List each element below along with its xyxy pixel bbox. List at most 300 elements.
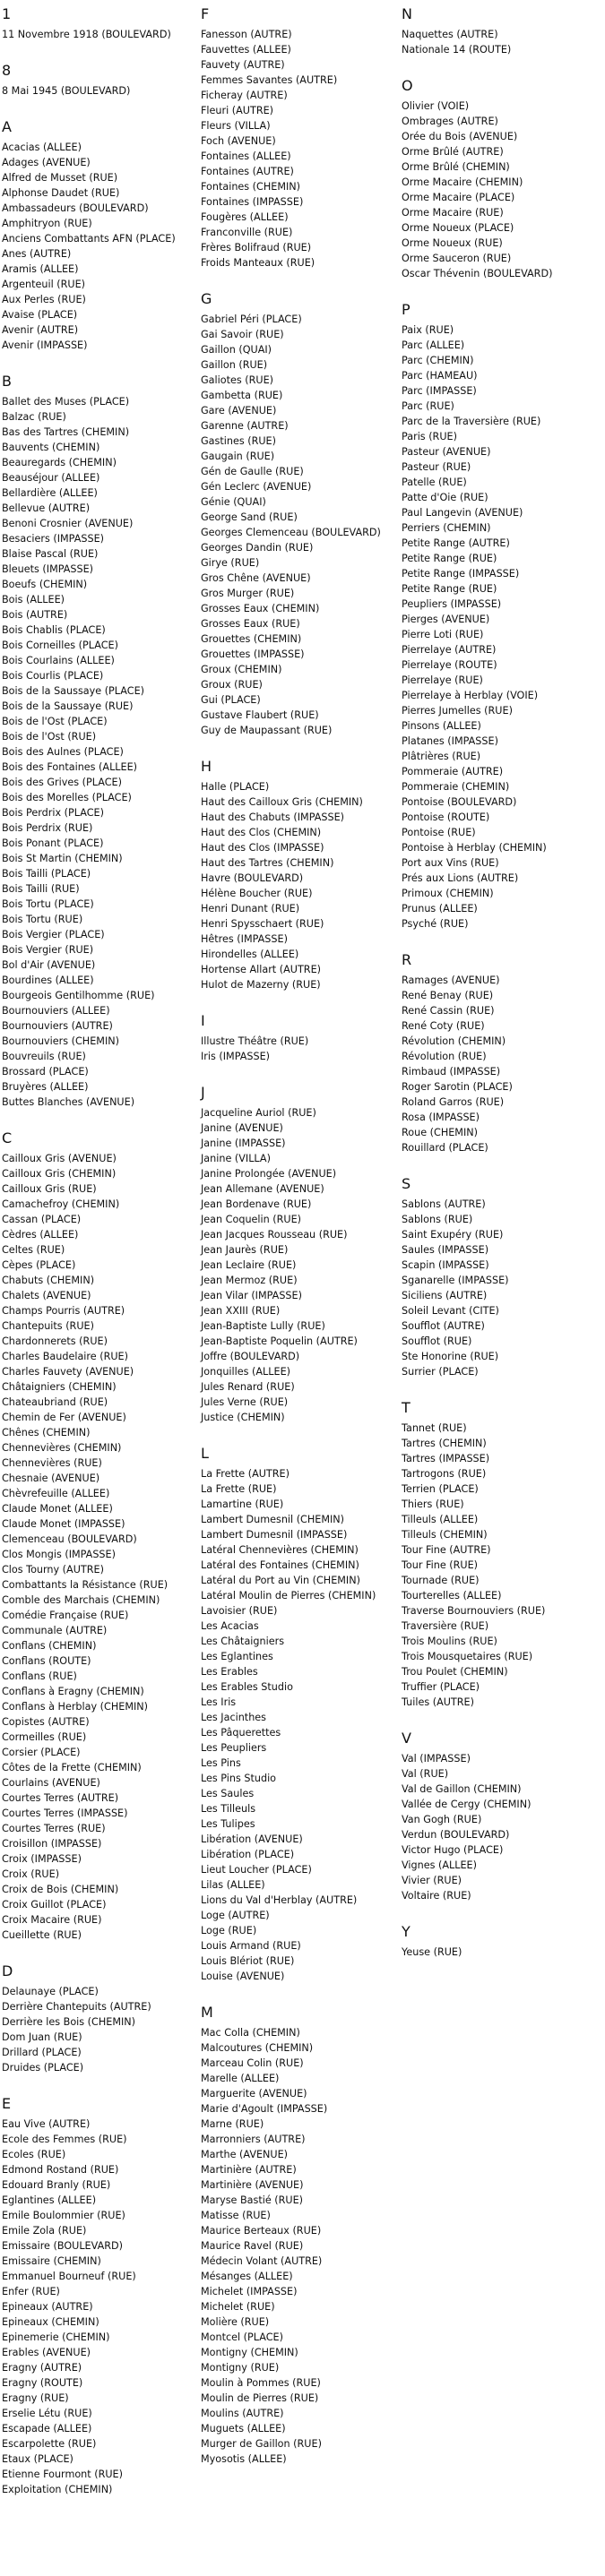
street-item: Bournouviers (CHEMIN) [2, 1035, 119, 1047]
street-item: Pierrelaye (RUE) [402, 674, 483, 686]
street-item: Bournouviers (ALLEE) [2, 1005, 110, 1017]
street-item: Conflans (CHEMIN) [2, 1640, 97, 1652]
letter-group [2, 1962, 201, 2075]
street-item: Beauregards (CHEMIN) [2, 457, 117, 468]
street-item: Jacqueline Auriol (RUE) [201, 1107, 316, 1119]
section-letter-heading: T [402, 1399, 411, 1416]
street-item: Ecoles (RUE) [2, 2149, 66, 2160]
street-item: Traverse Bournouviers (RUE) [402, 1605, 546, 1617]
street-item: Erselie Létu (RUE) [2, 2408, 92, 2419]
street-item: Bois Courlis (PLACE) [2, 670, 104, 682]
street-item: Eglantines (ALLEE) [2, 2194, 97, 2206]
street-item: Les Acacias [201, 1620, 259, 1632]
street-item: Loge (AUTRE) [201, 1910, 270, 1921]
street-item: Maryse Bastié (RUE) [201, 2194, 304, 2206]
street-item: Martinière (AVENUE) [201, 2179, 304, 2191]
street-item: Boeufs (CHEMIN) [2, 579, 88, 590]
street-item: Malcoutures (CHEMIN) [201, 2042, 314, 2054]
street-item: Moulins (AUTRE) [201, 2408, 284, 2419]
street-item: Les Pâquerettes [201, 1727, 281, 1739]
street-item: Bois des Aulnes (PLACE) [2, 746, 124, 758]
street-item: Fontaines (IMPASSE) [201, 196, 304, 208]
street-item: Bois Courlains (ALLEE) [2, 655, 115, 666]
letter-group [402, 1730, 601, 1903]
street-item: Marne (RUE) [201, 2118, 264, 2130]
street-item: Petite Range (RUE) [402, 583, 497, 595]
street-item: Benoni Crosnier (AVENUE) [2, 518, 134, 529]
street-item: Croix Macaire (RUE) [2, 1914, 102, 1926]
street-item: Bois Vergier (RUE) [2, 944, 94, 956]
street-item: Fanesson (AUTRE) [201, 29, 292, 40]
street-item: Garenne (AUTRE) [201, 420, 289, 432]
street-item: Jean Jaurès (RUE) [201, 1244, 289, 1256]
street-item: Buttes Blanches (AVENUE) [2, 1096, 135, 1108]
section-letter-heading: C [2, 1129, 13, 1146]
street-item: Peupliers (IMPASSE) [402, 598, 502, 610]
street-item: Fleuri (AUTRE) [201, 105, 274, 116]
street-item: Murger de Gaillon (RUE) [201, 2438, 322, 2450]
street-item: 8 Mai 1945 (BOULEVARD) [2, 85, 131, 97]
street-item: Bellardière (ALLEE) [2, 487, 98, 499]
street-item: Emmanuel Bourneuf (RUE) [2, 2271, 136, 2282]
street-item: Rimbaud (IMPASSE) [402, 1066, 501, 1078]
street-item: Sganarelle (IMPASSE) [402, 1275, 509, 1286]
street-item: Justice (CHEMIN) [201, 1412, 285, 1423]
street-item: Terrien (PLACE) [402, 1483, 479, 1495]
street-item: Sablons (RUE) [402, 1214, 473, 1225]
street-item: Bois de l'Ost (PLACE) [2, 716, 108, 727]
street-item: Orme Noueux (PLACE) [402, 222, 514, 234]
street-item: Alfred de Musset (RUE) [2, 172, 118, 184]
street-item: Pierges (AVENUE) [402, 614, 490, 625]
street-item: Communale (AUTRE) [2, 1625, 108, 1636]
street-item: Bois Ponant (PLACE) [2, 837, 104, 849]
street-item: Claude Monet (IMPASSE) [2, 1518, 125, 1530]
street-item: Val de Gaillon (CHEMIN) [402, 1783, 522, 1795]
street-item: Bourgeois Gentilhomme (RUE) [2, 990, 155, 1001]
street-item: Paul Langevin (AVENUE) [402, 507, 523, 519]
street-item: Escarpolette (RUE) [2, 2438, 97, 2450]
street-item: Petite Range (RUE) [402, 553, 497, 564]
street-item: Maurice Berteaux (RUE) [201, 2225, 322, 2237]
street-item: Fleurs (VILLA) [201, 120, 271, 132]
street-item: Chabuts (CHEMIN) [2, 1275, 95, 1286]
street-item: Verdun (BOULEVARD) [402, 1829, 510, 1841]
street-item: Moulin à Pommes (RUE) [201, 2377, 321, 2389]
street-item: Fontaines (CHEMIN) [201, 181, 301, 193]
street-item: Grosses Eaux (CHEMIN) [201, 603, 320, 614]
street-item: Sablons (AUTRE) [402, 1198, 486, 1210]
street-item: Gaillon (RUE) [201, 359, 268, 371]
street-item: Joffre (BOULEVARD) [201, 1351, 300, 1362]
street-item: Clos Tourny (AUTRE) [2, 1564, 104, 1576]
street-item: Marronniers (AUTRE) [201, 2134, 306, 2145]
street-item: Ballet des Muses (PLACE) [2, 396, 130, 408]
street-item: Croix Guillot (PLACE) [2, 1899, 107, 1911]
street-item: Georges Dandin (RUE) [201, 542, 314, 554]
street-item: Parc (HAMEAU) [402, 370, 478, 382]
street-item: Besaciers (IMPASSE) [2, 533, 105, 545]
street-item: Jonquilles (ALLEE) [201, 1366, 291, 1378]
street-item: Guy de Maupassant (RUE) [201, 725, 333, 736]
street-item: Femmes Savantes (AUTRE) [201, 74, 338, 86]
street-item: Maurice Ravel (RUE) [201, 2240, 304, 2252]
street-item: Louis Armand (RUE) [201, 1940, 301, 1952]
street-item: Cailloux Gris (RUE) [2, 1183, 97, 1195]
street-item: Bourdines (ALLEE) [2, 975, 94, 986]
street-item: Prunus (ALLEE) [402, 903, 478, 914]
street-item: Marthe (AVENUE) [201, 2149, 289, 2160]
street-item: René Cassin (RUE) [402, 1005, 495, 1017]
street-item: Fontaines (ALLEE) [201, 150, 291, 162]
street-item: Bois des Grives (PLACE) [2, 777, 122, 788]
street-item: Jean Leclaire (RUE) [201, 1259, 297, 1271]
street-item: Soufflot (RUE) [402, 1335, 472, 1347]
street-item: Orme Brûlé (AUTRE) [402, 146, 504, 158]
street-item: Gaillon (QUAI) [201, 344, 272, 356]
street-item: Chesnaie (AVENUE) [2, 1473, 100, 1484]
street-item: Parc (RUE) [402, 400, 454, 412]
street-item: Erables (AVENUE) [2, 2347, 91, 2358]
street-item: Clemenceau (BOULEVARD) [2, 1533, 137, 1545]
street-item: Pontoise (BOULEVARD) [402, 796, 517, 808]
street-item: Groux (RUE) [201, 679, 263, 691]
street-item: Bournouviers (AUTRE) [2, 1020, 113, 1032]
street-item: Chateaubriand (RUE) [2, 1396, 108, 1408]
street-item: Eragny (AUTRE) [2, 2362, 82, 2374]
street-item: Orme Macaire (PLACE) [402, 192, 515, 203]
street-item: Psyché (RUE) [402, 918, 469, 930]
street-item: René Benay (RUE) [402, 990, 494, 1001]
street-item: Parc (ALLEE) [402, 339, 465, 351]
street-item: Cailloux Gris (AVENUE) [2, 1153, 117, 1164]
street-item: Eau Vive (AUTRE) [2, 2118, 91, 2130]
street-item: Thiers (RUE) [402, 1498, 464, 1510]
street-item: Michelet (RUE) [201, 2301, 275, 2313]
street-item: Primoux (CHEMIN) [402, 888, 494, 899]
street-item: Chennevières (CHEMIN) [2, 1442, 122, 1454]
letter-group [201, 5, 402, 270]
street-item: Bois Tailli (RUE) [2, 883, 80, 895]
street-item: Marie d'Agoult (IMPASSE) [201, 2103, 328, 2115]
street-item: Naquettes (AUTRE) [402, 29, 498, 40]
letter-group [402, 1175, 601, 1379]
street-item: Olivier (VOIE) [402, 100, 470, 112]
street-item: Acacias (ALLEE) [2, 142, 82, 153]
street-item: Tuiles (AUTRE) [402, 1696, 474, 1708]
street-item: Vivier (RUE) [402, 1875, 462, 1886]
street-item: Pontoise (RUE) [402, 827, 476, 838]
street-item: Argenteuil (RUE) [2, 279, 86, 290]
street-item: Matisse (RUE) [201, 2210, 271, 2221]
street-item: Pasteur (RUE) [402, 461, 471, 473]
street-item: George Sand (RUE) [201, 511, 298, 523]
street-item: Grosses Eaux (RUE) [201, 618, 300, 630]
street-item: Lamartine (RUE) [201, 1498, 284, 1510]
section-letter-heading: N [402, 5, 412, 22]
street-item: Courtes Terres (IMPASSE) [2, 1807, 128, 1819]
street-item: Tour Fine (AUTRE) [402, 1544, 491, 1556]
street-item: Grouettes (CHEMIN) [201, 633, 302, 645]
street-item: Orée du Bois (AVENUE) [402, 131, 518, 142]
street-item: Lilas (ALLEE) [201, 1879, 265, 1891]
section-letter-heading: 8 [2, 62, 12, 79]
street-item: Janine Prolongée (AVENUE) [201, 1168, 337, 1180]
street-item: Parc (CHEMIN) [402, 355, 474, 366]
street-item: Traversière (RUE) [402, 1620, 489, 1632]
street-item: Myosotis (ALLEE) [201, 2453, 287, 2465]
street-item: Gambetta (RUE) [201, 390, 283, 401]
street-item: Bois Corneilles (PLACE) [2, 640, 118, 651]
street-item: Les Peupliers [201, 1742, 267, 1754]
letter-group [402, 77, 601, 281]
letter-group [201, 2004, 402, 2467]
street-item: Haut des Cailloux Gris (CHEMIN) [201, 796, 363, 808]
letter-group [2, 62, 201, 99]
index-column-1 [2, 5, 201, 2517]
street-item: Révolution (CHEMIN) [402, 1035, 506, 1047]
street-item: Edouard Branly (RUE) [2, 2179, 111, 2191]
street-item: Jean-Baptiste Poquelin (AUTRE) [201, 1335, 358, 1347]
street-item: Gén de Gaulle (RUE) [201, 466, 304, 477]
street-item: Bois Tortu (PLACE) [2, 898, 94, 910]
street-item: Hirondelles (ALLEE) [201, 949, 299, 960]
street-item: Gén Leclerc (AVENUE) [201, 481, 312, 493]
street-item: Parc de la Traversière (RUE) [402, 416, 541, 427]
street-item: Van Gogh (RUE) [402, 1814, 482, 1825]
street-item: Tannet (RUE) [402, 1422, 467, 1434]
section-letter-heading: I [201, 1012, 205, 1029]
street-item: Latéral du Port au Vin (CHEMIN) [201, 1575, 360, 1586]
street-item: Haut des Chabuts (IMPASSE) [201, 811, 345, 823]
street-item: Chennevières (RUE) [2, 1457, 102, 1469]
letter-group [402, 951, 601, 1155]
street-item: Illustre Théâtre (RUE) [201, 1035, 309, 1047]
street-item: Gai Savoir (RUE) [201, 329, 284, 340]
street-item: Claude Monet (ALLEE) [2, 1503, 113, 1515]
street-item: Haut des Clos (IMPASSE) [201, 842, 324, 854]
street-item: Les Eglantines [201, 1651, 273, 1662]
street-item: Bois de la Saussaye (RUE) [2, 700, 134, 712]
street-item: Bol d'Air (AVENUE) [2, 959, 96, 971]
street-item: Lieut Loucher (PLACE) [201, 1864, 312, 1876]
street-item: Aux Perles (RUE) [2, 294, 86, 305]
street-item: Pierrelaye (ROUTE) [402, 659, 497, 671]
street-item: Bois (ALLEE) [2, 594, 65, 605]
street-item: Avenir (AUTRE) [2, 324, 79, 336]
street-item: Courtes Terres (RUE) [2, 1823, 106, 1834]
letter-group [201, 1084, 402, 1425]
street-item: Celtes (RUE) [2, 1244, 65, 1256]
street-item: Soleil Levant (CITE) [402, 1305, 499, 1317]
section-letter-heading: E [2, 2095, 12, 2112]
street-item: Cassan (PLACE) [2, 1214, 82, 1225]
street-item: Eragny (ROUTE) [2, 2377, 83, 2389]
street-item: La Frette (RUE) [201, 1483, 277, 1495]
street-item: Croix de Bois (CHEMIN) [2, 1884, 119, 1895]
street-item: Muguets (ALLEE) [201, 2423, 286, 2434]
letter-group [402, 301, 601, 932]
street-item: Avenir (IMPASSE) [2, 339, 88, 351]
street-item: Les Pins Studio [201, 1773, 277, 1784]
street-item: Enfer (RUE) [2, 2286, 60, 2297]
street-item: Blaise Pascal (RUE) [2, 548, 99, 560]
street-item: Conflans à Eragny (CHEMIN) [2, 1686, 144, 1697]
street-item: Vallée de Cergy (CHEMIN) [402, 1799, 532, 1810]
street-item: Croisillon (IMPASSE) [2, 1838, 102, 1850]
street-item: Gui (PLACE) [201, 694, 261, 706]
letter-group [201, 1012, 402, 1064]
street-item: Emile Boulommier (RUE) [2, 2210, 125, 2221]
street-item: Soufflot (AUTRE) [402, 1320, 485, 1332]
street-item: Hêtres (IMPASSE) [201, 933, 288, 945]
street-item: Bas des Tartres (CHEMIN) [2, 426, 130, 438]
street-item: Conflans (ROUTE) [2, 1655, 91, 1667]
street-item: Fontaines (AUTRE) [201, 166, 294, 177]
street-item: Etienne Fourmont (RUE) [2, 2469, 123, 2480]
street-item: Bois Perdrix (RUE) [2, 822, 93, 834]
section-letter-heading: F [201, 5, 210, 22]
street-item: Libération (AVENUE) [201, 1833, 303, 1845]
street-item: Les Erables Studio [201, 1681, 293, 1693]
street-item: Comédie Française (RUE) [2, 1610, 129, 1621]
street-item: Delaunaye (PLACE) [2, 1986, 99, 1997]
street-item: Les Tilleuls [201, 1803, 256, 1815]
section-letter-heading: Y [402, 1923, 411, 1940]
street-item: Platanes (IMPASSE) [402, 735, 498, 747]
street-item: Beauséjour (ALLEE) [2, 472, 100, 484]
street-item: Gabriel Péri (PLACE) [201, 313, 302, 325]
street-item: Brossard (PLACE) [2, 1066, 89, 1078]
street-item: Ramages (AVENUE) [402, 975, 500, 986]
section-letter-heading: D [2, 1962, 13, 1979]
street-item: Lavoisier (RUE) [201, 1605, 278, 1617]
street-item: Henri Spysschaert (RUE) [201, 918, 324, 930]
street-item: 11 Novembre 1918 (BOULEVARD) [2, 29, 171, 40]
street-item: Saules (IMPASSE) [402, 1244, 489, 1256]
street-item: Roue (CHEMIN) [402, 1127, 478, 1138]
section-letter-heading: L [201, 1445, 209, 1462]
street-item: Val (IMPASSE) [402, 1753, 471, 1765]
street-item: Paris (RUE) [402, 431, 457, 442]
street-item: Combattants la Résistance (RUE) [2, 1579, 169, 1591]
street-item: Parc (IMPASSE) [402, 385, 477, 397]
street-item: Charles Fauvety (AVENUE) [2, 1366, 134, 1378]
street-item: Trois Mousquetaires (RUE) [402, 1651, 533, 1662]
street-item: Pierrelaye à Herblay (VOIE) [402, 690, 539, 701]
street-item: Cueillette (RUE) [2, 1929, 82, 1941]
street-item: Halle (PLACE) [201, 781, 270, 793]
street-item: Gastines (RUE) [201, 435, 276, 447]
street-item: Haut des Clos (CHEMIN) [201, 827, 322, 838]
street-item: Balzac (RUE) [2, 411, 66, 423]
street-item: Gaugain (RUE) [201, 451, 275, 462]
street-item: Haut des Tartres (CHEMIN) [201, 857, 334, 869]
street-item: Surrier (PLACE) [402, 1366, 479, 1378]
street-item: Tilleuls (ALLEE) [402, 1514, 479, 1525]
section-letter-heading: V [402, 1730, 411, 1747]
street-item: Révolution (RUE) [402, 1051, 487, 1062]
section-letter-heading: O [402, 77, 413, 94]
street-item: Frères Bolifraud (RUE) [201, 242, 312, 253]
street-item: Orme Sauceron (RUE) [402, 253, 512, 264]
street-item: Dom Juan (RUE) [2, 2031, 82, 2043]
street-item: Grouettes (IMPASSE) [201, 648, 305, 660]
letter-group [2, 2095, 201, 2497]
letter-group [201, 1445, 402, 1984]
street-item: Cèpes (PLACE) [2, 1259, 76, 1271]
index-column-2 [201, 5, 402, 2517]
street-item: Avaise (PLACE) [2, 309, 78, 321]
street-item: Montigny (CHEMIN) [201, 2347, 298, 2358]
street-item: Lambert Dumesnil (IMPASSE) [201, 1529, 348, 1541]
street-item: Chemin de Fer (AVENUE) [2, 1412, 126, 1423]
street-item: Escapade (ALLEE) [2, 2423, 92, 2434]
street-item: Truffier (PLACE) [402, 1681, 480, 1693]
street-item: Croix (RUE) [2, 1868, 60, 1880]
street-item: Janine (IMPASSE) [201, 1138, 286, 1149]
street-item: Pasteur (AVENUE) [402, 446, 491, 458]
street-item: Bois de la Saussaye (PLACE) [2, 685, 144, 697]
street-item: Courlains (AVENUE) [2, 1777, 100, 1789]
letter-group [2, 118, 201, 353]
street-item: Marguerite (AVENUE) [201, 2088, 307, 2099]
street-item: Les Iris [201, 1696, 237, 1708]
letter-group [402, 1923, 601, 1960]
street-item: Médecin Volant (AUTRE) [201, 2255, 323, 2267]
street-item: Roger Sarotin (PLACE) [402, 1081, 513, 1093]
letter-group [402, 1399, 601, 1710]
street-item: Tour Fine (RUE) [402, 1559, 479, 1571]
section-letter-heading: M [201, 2004, 213, 2021]
street-item: Tourterelles (ALLEE) [402, 1590, 502, 1601]
street-item: Chalets (AVENUE) [2, 1290, 91, 1301]
section-letter-heading: A [2, 118, 12, 135]
street-item: Louise (AVENUE) [201, 1971, 285, 1982]
street-item: Michelet (IMPASSE) [201, 2286, 298, 2297]
street-item: Nationale 14 (ROUTE) [402, 44, 512, 56]
street-item: Ecole des Femmes (RUE) [2, 2134, 127, 2145]
street-item: Foch (AVENUE) [201, 135, 276, 147]
street-item: Fougères (ALLEE) [201, 211, 289, 223]
street-item: Marelle (ALLEE) [201, 2073, 280, 2084]
street-item: Adages (AVENUE) [2, 157, 91, 168]
street-item: Froids Manteaux (RUE) [201, 257, 315, 269]
street-item: Molière (RUE) [201, 2316, 270, 2328]
street-item: Eragny (RUE) [2, 2392, 69, 2404]
street-item: Etaux (PLACE) [2, 2453, 73, 2465]
street-item: Havre (BOULEVARD) [201, 872, 304, 884]
street-item: Bellevue (AUTRE) [2, 502, 91, 514]
street-item: Bois Tailli (PLACE) [2, 868, 91, 880]
street-item: Epineaux (CHEMIN) [2, 2316, 99, 2328]
street-item: Chantepuits (RUE) [2, 1320, 94, 1332]
street-item: Roland Garros (RUE) [402, 1096, 505, 1108]
street-item: Cèdres (ALLEE) [2, 1229, 79, 1241]
street-item: Bois Tortu (RUE) [2, 914, 83, 925]
street-item: Jules Renard (RUE) [201, 1381, 295, 1393]
street-item: Prés aux Lions (AUTRE) [402, 872, 519, 884]
street-item: Ombrages (AUTRE) [402, 116, 498, 127]
street-item: Bois (AUTRE) [2, 609, 68, 621]
street-item: Bois des Morelles (PLACE) [2, 792, 132, 803]
street-item: Derrière Chantepuits (AUTRE) [2, 2001, 151, 2013]
street-item: Gros Chêne (AVENUE) [201, 572, 311, 584]
street-item: Drillard (PLACE) [2, 2047, 82, 2058]
street-item: Val (RUE) [402, 1768, 449, 1780]
street-item: Marceau Colin (RUE) [201, 2057, 304, 2069]
street-item: Patte d'Oie (RUE) [402, 492, 488, 503]
